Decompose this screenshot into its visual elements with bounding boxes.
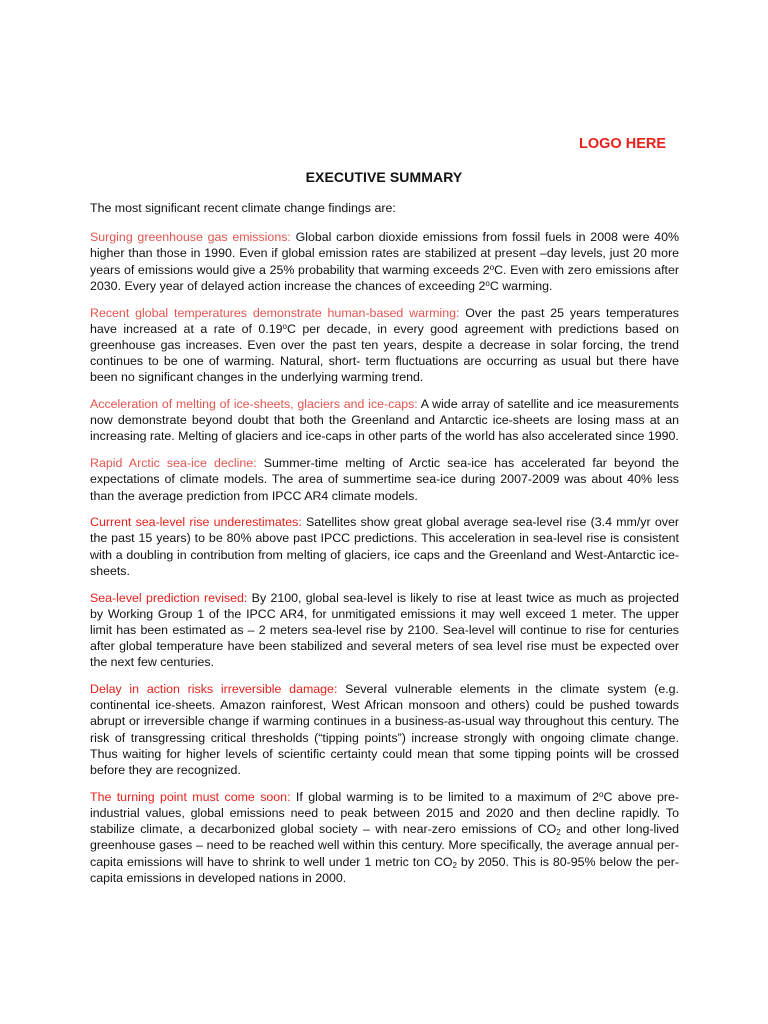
finding-heading: Recent global temperatures demonstrate human-based warming: xyxy=(90,305,460,320)
finding-text: Over the past 25 years temperatures have increased at a rate of 0.19 xyxy=(90,305,680,336)
finding-text: Summer-time melting of Arctic sea-ice has accelerated far beyond the expectations of climate models. The area of summertime sea-ice during 2007-2009 was about 40% less than the average prediction from IPCC AR4 climate models. xyxy=(90,456,679,503)
finding-text: A wide array of satellite and ice measurements now demonstrate beyond doubt that both the Greenland and Antarctic ice-sheets are losing mass at an increasing rate. Melting of glaciers and ice-caps in other parts of the world has also accelerated since 1990. xyxy=(90,397,679,444)
finding-heading: Sea-level prediction revised: xyxy=(90,590,248,605)
finding-heading: The turning point must come soon: xyxy=(90,789,291,804)
finding-sea-level-prediction xyxy=(90,590,679,671)
finding-heading: Surging greenhouse gas emissions: xyxy=(90,230,291,245)
finding-text: C per decade, in every good agreement with predictions based on greenhouse gas increases. Even over the past ten years, despite a decrease in solar forcing, the trend continues to be one of warming. Natural, short- term fluctuations are occurring as usual but there have been no significant changes in the underlying warming trend. xyxy=(90,321,679,385)
page-title: EXECUTIVE SUMMARY xyxy=(305,169,463,185)
finding-text: C warming. xyxy=(489,278,553,293)
finding-heading: Acceleration of melting of ice-sheets, glaciers and ice-caps: xyxy=(90,397,418,412)
finding-text: by 2050. This is 80-95% below the per-capita emissions in developed nations in 2000. xyxy=(90,854,679,885)
finding-text: C. Even with zero emissions after 2030. Every year of delayed action increase the chances of exceeding 2 xyxy=(90,262,679,293)
finding-arctic-sea-ice xyxy=(90,455,679,504)
finding-delay-in-action xyxy=(90,681,679,778)
finding-text: Several vulnerable elements in the climate system (e.g. continental ice-sheets. Amazon rainforest, West African monsoon and others) could be pushed towards abrupt or irreversible change if warming continues in a business-as-usual way throughout this century. The risk of transgressing critical thresholds (“tipping points”) increase strongly with ongoing climate change. Thus waiting for higher levels of scientific certainty could mean that some tipping points will be crossed before they are recognized. xyxy=(90,682,679,778)
finding-text: C above pre-industrial values, global emissions need to peak between 2015 and 2020 and then decline rapidly. To stabilize climate, a decarbonized global society – with near-zero emissions of CO xyxy=(90,789,679,837)
finding-text: By 2100, global sea-level is likely to rise at least twice as much as projected by Working Group 1 of the IPCC AR4, for unmitigated emissions it may well exceed 1 meter. The upper limit has been estimated as – 2 meters sea-level rise by 2100. Sea-level will continue to rise for centuries after global temperature have been stabilized and several meters of sea level rise must be expected over the next few centuries. xyxy=(90,590,679,670)
finding-temperatures xyxy=(90,305,679,386)
degree-superscript: o xyxy=(485,278,490,288)
co2-subscript: 2 xyxy=(452,860,457,870)
finding-emissions xyxy=(90,229,679,294)
logo-placeholder: LOGO HERE xyxy=(579,136,667,152)
finding-heading: Current sea-level rise underestimates: xyxy=(90,515,302,530)
finding-text: If global warming is to be limited to a maximum of 2 xyxy=(290,789,600,804)
finding-text: and other long-lived greenhouse gases – need to be reached well within this century. More specifically, the average annual per-capita emissions will have to shrink to well under 1 metric ton CO xyxy=(90,822,679,869)
intro-text: The most significant recent climate change findings are: xyxy=(90,201,396,215)
finding-ice-sheets xyxy=(90,396,679,445)
degree-superscript: o xyxy=(282,321,287,331)
finding-turning-point xyxy=(90,789,679,886)
degree-superscript: o xyxy=(599,789,604,799)
finding-heading: Rapid Arctic sea-ice decline: xyxy=(90,456,257,471)
finding-text: Global carbon dioxide emissions from fossil fuels in 2008 were 40% higher than those in 1990. Even if global emission rates are stabilized at present –day levels, just 20 more years of emissions would give a 25% probability that warming exceeds 2 xyxy=(90,230,679,277)
co2-subscript: 2 xyxy=(556,828,561,838)
finding-heading: Delay in action risks irreversible damage: xyxy=(90,682,338,697)
document-body xyxy=(90,200,679,897)
finding-text: Satellites show great global average sea-level rise (3.4 mm/yr over the past 15 years) to be 80% above past IPCC predictions. This acceleration in sea-level rise is consistent with a doubling in contribution from melting of glaciers, ice caps and the Greenland and West-Antarctic ice-sheets. xyxy=(90,515,679,578)
finding-sea-level-rise xyxy=(90,514,679,579)
degree-superscript: o xyxy=(489,262,495,272)
